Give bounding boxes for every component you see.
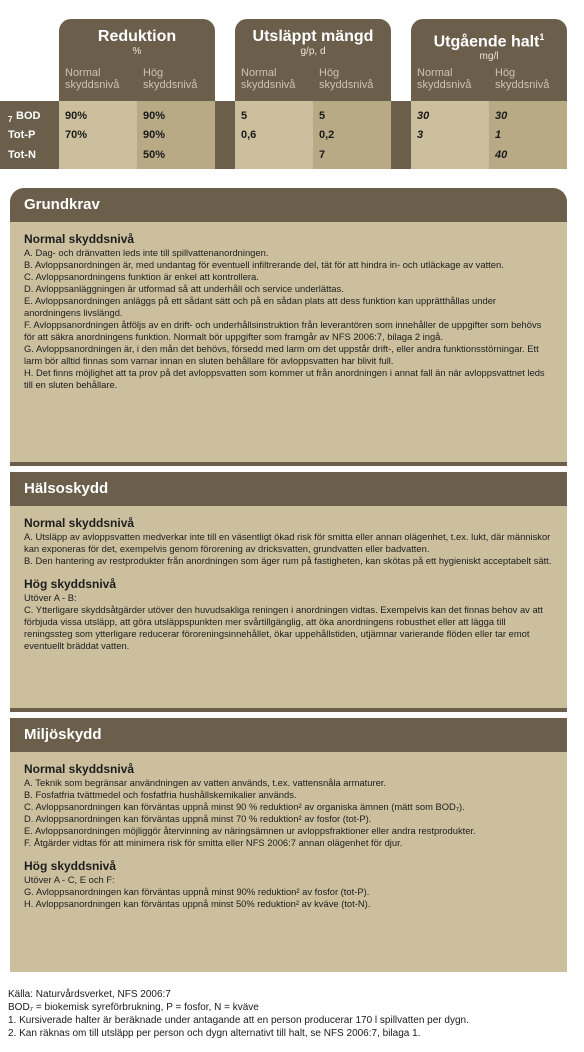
requirement-item: B. Avloppsanordningen är, med undantag för eventuell infiltrerande del, tät för att hindra in- och utläckage av vatten. — [24, 259, 504, 270]
section-divider — [10, 462, 567, 466]
requirement-item: F. Avloppsanordningen åtföljs av en drift- och underhållsinstruktion från leverantören som innehåller de uppgifter som behövs för att säkra anordningens funktion. Normalt bör uppgifter som framgår av NFS 2006:7, bilaga 2 ingå. — [24, 319, 542, 342]
subheader-utgaende-normal: Normal skyddsnivå — [411, 63, 489, 101]
row-label-bod: BOD $_7$ — [8, 110, 41, 125]
column-divider — [391, 101, 411, 169]
grundkrav-heading: Normal skyddsnivå — [24, 232, 135, 246]
miljoskydd-normal-heading: Normal skyddsnivå — [24, 762, 135, 776]
requirement-item: C. Avloppsanordningen kan förväntas uppnå minst 90 % reduktion² av organiska ämnen (mätt som BOD₇). — [24, 801, 465, 812]
halsoskydd-section — [10, 472, 567, 712]
grundkrav-title: Grundkrav — [10, 188, 567, 222]
header-utgaende-halt — [411, 19, 567, 63]
cell-value: 90% — [65, 110, 88, 122]
footnote-marker-1: 1 — [539, 32, 545, 42]
cell-value: 40 — [495, 149, 508, 161]
requirement-item: A. Dag- och dränvatten leds inte till spillvattenanordningen. — [24, 247, 269, 258]
footnote-2: 2. Kan räknas om till utsläpp per person och dygn alternativt till halt, se NFS 2006:7, bilaga 1. — [8, 1028, 421, 1039]
halsoskydd-title: Hälsoskydd — [10, 472, 567, 506]
requirement-item: D. Avloppsanordningen kan förväntas uppnå minst 70 % reduktion² av fosfor (tot-P). — [24, 813, 372, 824]
halsoskydd-normal-heading: Normal skyddsnivå — [24, 516, 135, 530]
requirement-item: A. Utsläpp av avloppsvatten medverkar inte till en väsentligt ökad risk för smitta eller annan olägenhet, t.ex. lukt, där människor kan exponeras för det, exempelvis genom förorening av dricksvatten, grundvatten eller badvatten. — [24, 531, 551, 554]
requirement-item: E. Avloppsanordningen anläggs på ett sådant sätt och på en sådan plats att dess funktion kan upprätthållas under anordningens livslängd. — [24, 295, 497, 318]
source-note: Källa: Naturvårdsverket, NFS 2006:7 — [8, 989, 171, 1000]
requirement-item: G. Avloppsanordningen kan förväntas uppnå minst 90% reduktion² av fosfor (tot-P). — [24, 886, 370, 897]
header-reduktion-unit: % — [132, 46, 142, 57]
row-label-tot-p: Tot-P — [8, 129, 36, 141]
header-utgaende-unit: mg/l — [479, 51, 499, 63]
footnote-1: 1. Kursiverade halter är beräknade under antagande att en person producerar 170 l spillvatten per dygn. — [8, 1015, 469, 1026]
subheader-reduktion-hog: Hög skyddsnivå — [137, 63, 215, 101]
miljoskydd-title: Miljöskydd — [10, 718, 567, 752]
row-label-tot-n: Tot-N — [8, 149, 36, 161]
requirement-item: G. Avloppsanordningen är, i den mån det behövs, försedd med larm om det uppstår drift-, eller andra funktionsstörningar. Ett larm bör alltid finnas som varnar innan en sluten behållare för avloppsvatten har blivit full. — [24, 343, 539, 366]
header-utslappt-unit: g/p, d — [300, 46, 326, 57]
requirement-item: E. Avloppsanordningen möjliggör återvinning av näringsämnen ur avloppsfraktioner eller andra restprodukter. — [24, 825, 476, 836]
header-utgaende-title: Utgående halt$^1$ — [433, 32, 545, 51]
section-divider — [10, 708, 567, 712]
miljoskydd-normal-list — [24, 777, 553, 849]
halsoskydd-hog-list — [24, 604, 553, 652]
header-reduktion — [59, 19, 215, 63]
halsoskydd-normal-list — [24, 531, 553, 567]
requirement-item: B. Den hantering av restprodukter från anordningen som äger rum på fastigheten, kan skötas på ett hygieniskt acceptabelt sätt. — [24, 555, 552, 566]
subheader-utslappt-hog: Hög skyddsnivå — [313, 63, 391, 101]
cell-value: 5 — [241, 110, 248, 122]
col-utslappt-normal — [235, 101, 313, 169]
row-labels — [0, 101, 59, 169]
halsoskydd-hog-heading: Hög skyddsnivå — [24, 577, 117, 591]
subheader-utgaende-hog: Hög skyddsnivå — [489, 63, 567, 101]
requirement-item: C. Avloppsanordningens funktion är enkel att kontrollera. — [24, 271, 259, 282]
grundkrav-section — [10, 188, 567, 466]
miljoskydd-section — [10, 718, 567, 972]
requirement-item: D. Avloppsanläggningen är utformad så att underhåll och service underlättas. — [24, 283, 344, 294]
abbreviation-note: BOD₇ = biokemisk syreförbrukning, P = fosfor, N = kväve — [8, 1002, 259, 1013]
cell-value: 90% — [143, 110, 166, 122]
miljoskydd-hog-intro: Utöver A - C, E och F: — [24, 874, 115, 885]
col-utslappt-hog — [313, 101, 391, 169]
col-utgaende-normal — [411, 101, 489, 169]
col-utgaende-hog — [489, 101, 567, 169]
cell-value: 0,6 — [241, 129, 257, 141]
requirement-item: B. Fosfatfria tvättmedel och fosfatfria hushållskemikalier används. — [24, 789, 297, 800]
miljoskydd-hog-heading: Hög skyddsnivå — [24, 859, 117, 873]
footnotes — [8, 988, 584, 1040]
cell-value: 30 — [495, 110, 508, 122]
col-reduktion-hog — [137, 101, 215, 169]
emission-requirements-table — [0, 0, 584, 172]
halsoskydd-hog-intro: Utöver A - B: — [24, 592, 77, 603]
header-utslappt-title: Utsläppt mängd — [252, 28, 374, 45]
cell-value: 7 — [319, 149, 326, 161]
grundkrav-list — [24, 247, 553, 391]
cell-value: 50% — [143, 149, 166, 161]
col-reduktion-normal — [59, 101, 137, 169]
miljoskydd-hog-list — [24, 886, 553, 910]
requirement-item: H. Avloppsanordningen kan förväntas uppnå minst 50% reduktion² av kväve (tot-N). — [24, 898, 371, 909]
header-utslappt-mangd — [235, 19, 391, 63]
requirement-item: C. Ytterligare skyddsåtgärder utöver den huvudsakliga reningen i anordningen vidtas. Exempelvis kan det finnas behov av att förbjuda vissa utsläpp, att göra utsläppspunkten mer svårtillgänglig, att öka anordningens robusthet eller att lägga till reningssteg som ytterligare reducerar föroreningsinnehållet, ökar uppehållstiden, utjämnar varierande flöden eller tar emot eventuellt bräddat vatten. — [24, 604, 543, 651]
requirement-item: H. Det finns möjlighet att ta prov på det avloppsvatten som kommer ut från anordningen i annat fall än när avloppsvattnet leds till en sluten behållare. — [24, 367, 545, 390]
requirement-item: A. Teknik som begränsar användningen av vatten används, t.ex. vattensnåla armaturer. — [24, 777, 387, 788]
cell-value: 70% — [65, 129, 88, 141]
cell-value: 30 — [417, 110, 430, 122]
cell-value: 3 — [417, 129, 424, 141]
subheader-utslappt-normal: Normal skyddsnivå — [235, 63, 313, 101]
header-reduktion-title: Reduktion — [97, 28, 177, 45]
cell-value: 1 — [495, 129, 502, 141]
cell-value: 90% — [143, 129, 166, 141]
cell-value: 0,2 — [319, 129, 335, 141]
column-divider — [215, 101, 235, 169]
cell-value: 5 — [319, 110, 326, 122]
requirement-item: F. Åtgärder vidtas för att minimera risk för smitta eller NFS 2006:7 annan olägenhet för djur. — [24, 837, 403, 848]
subheader-reduktion-normal: Normal skyddsnivå — [59, 63, 137, 101]
